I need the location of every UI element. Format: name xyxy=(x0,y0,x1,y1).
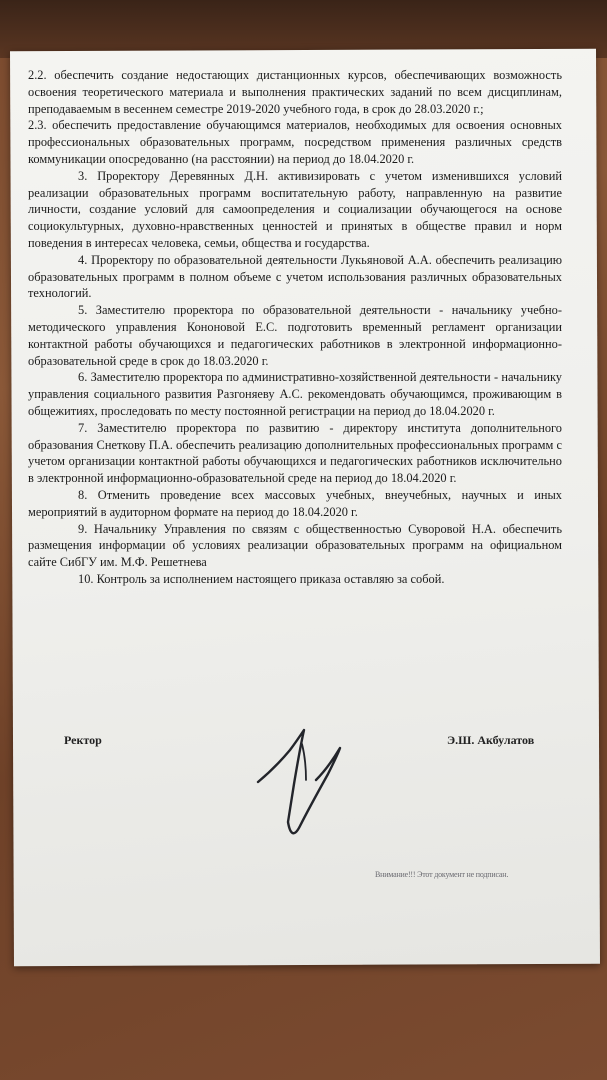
document-body xyxy=(28,67,562,588)
paragraph-4: 4. Проректору по образовательной деятельности Лукьяновой А.А. обеспечить реализацию образовательных программ в полном объеме с учетом использования различных образовательных технологий. xyxy=(28,252,562,301)
paragraph-10: 10. Контроль за исполнением настоящего приказа оставляю за собой. xyxy=(78,571,445,586)
paragraph-7: 7. Заместителю проректора по развитию - директору института дополнительного образования Снеткову П.А. обеспечить реализацию дополнительных профессиональных программ с учетом организации контактной работы обучающихся и педагогических работников исключительно в электронной информационно-образовательной среде на период до 18.04.2020 г. xyxy=(28,420,562,486)
unsigned-warning: Внимание!!! Этот документ не подписан. xyxy=(375,870,509,879)
paragraph-3: 3. Проректору Деревянных Д.Н. активизировать с учетом изменившихся условий реализации образовательных программ воспитательную работу, направленную на развитие личности, создание условий для самоопределения и социализации обучающегося на основе социокультурных, духовно-нравственных ценностей и принятых в обществе правил и норм поведения в интересах человека, семьи, общества и государства. xyxy=(28,168,562,250)
paragraph-2-2: 2.2. обеспечить создание недостающих дистанционных курсов, обеспечивающих возможность освоения теоретического материала и выполнения практических заданий по всем дисциплинам, преподаваемым в весеннем семестре 2019-2020 учебного года, в срок до 28.03.2020 г.; xyxy=(28,68,562,116)
paragraph-8: 8. Отменить проведение всех массовых учебных, внеучебных, научных и иных мероприятий в аудиторном формате на период до 18.04.2020 г. xyxy=(28,487,562,519)
handwritten-signature xyxy=(250,714,370,844)
signatory-name: Э.Ш. Акбулатов xyxy=(447,733,535,747)
paragraph-9: 9. Начальнику Управления по связям с общественностью Суворовой Н.А. обеспечить размещения информации об условиях реализации образовательных программ на официальном сайте СибГУ им. М.Ф. Решетнева xyxy=(28,521,562,570)
paragraph-2-3: 2.3. обеспечить предоставление обучающимся материалов, необходимых для освоения основных профессиональных образовательных программ, посредством применения различных средств коммуникации опосредованно (на расстоянии) на период до 18.04.2020 г. xyxy=(28,118,562,166)
paragraph-6: 6. Заместителю проректора по административно-хозяйственной деятельности - начальнику управления социального развития Разгоняеву А.С. рекомендовать обучающимся, проживающим в общежитиях, проследовать по месту постоянной регистрации на период до 18.04.2020 г. xyxy=(28,370,562,418)
signatory-title: Ректор xyxy=(64,733,102,747)
paragraph-5: 5. Заместителю проректора по образовательной деятельности - начальнику учебно-методического управления Кононовой Е.С. подготовить временный регламент организации контактной работы обучающихся и педагогических работников в электронной информационно-образовательной среде в срок до 18.03.2020 г. xyxy=(28,303,562,368)
